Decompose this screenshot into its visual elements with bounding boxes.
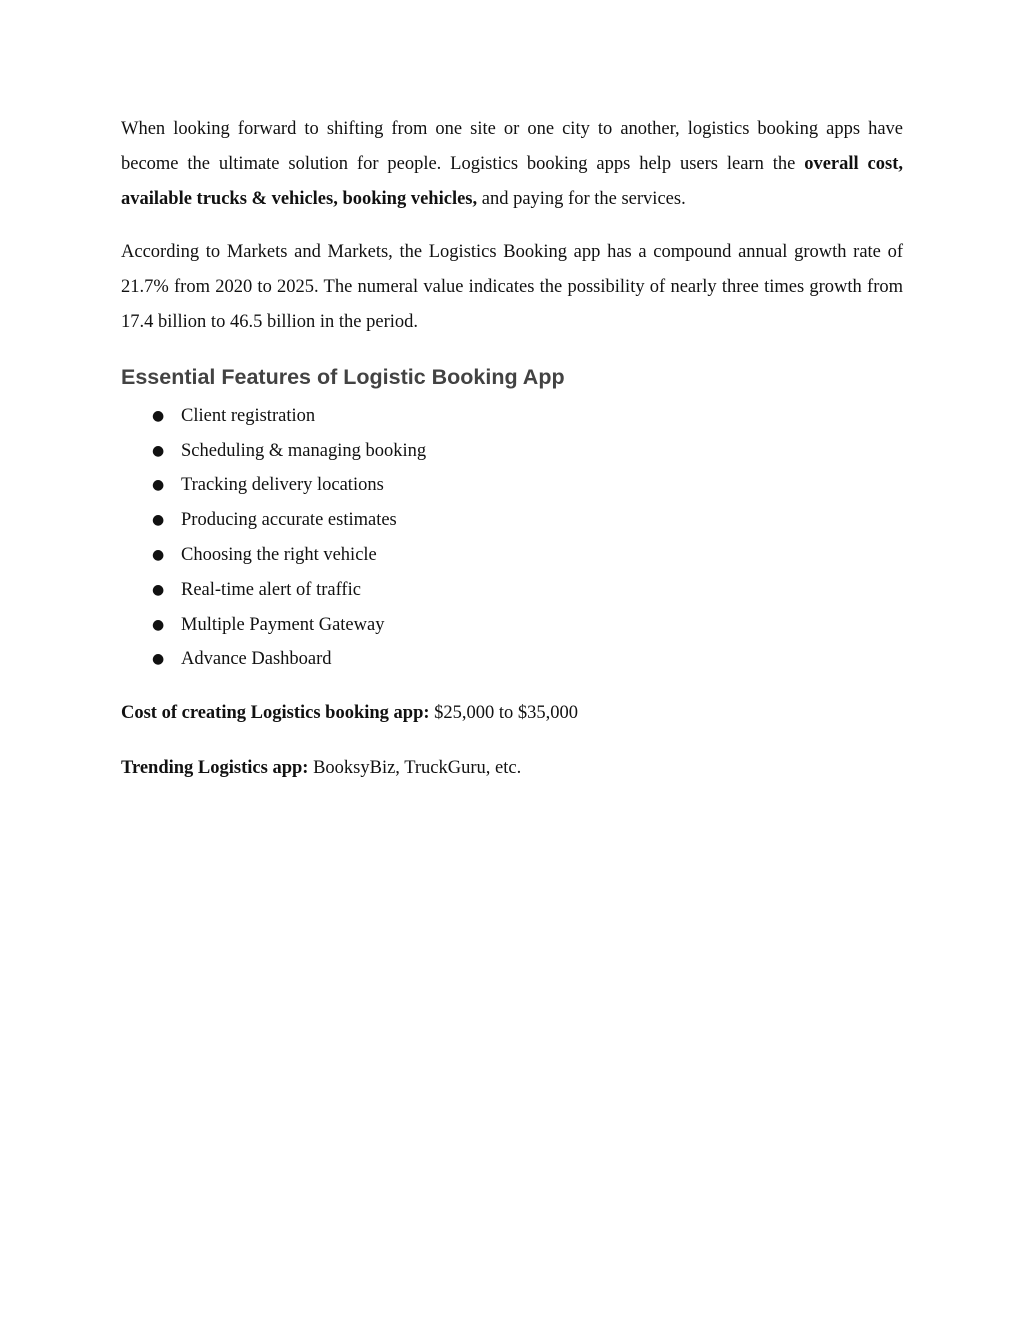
cost-label: Cost of creating Logistics booking app: — [121, 703, 430, 724]
intro-lead-text: When looking forward to shifting from one site or one city to another, logistics booking apps have become the ultimate solution for people. Logistics booking apps help users learn the — [121, 119, 903, 174]
list-item — [121, 399, 903, 434]
feature-label: Multiple Payment Gateway — [181, 614, 385, 635]
list-item — [121, 538, 903, 573]
bullet-icon: ● — [152, 651, 165, 668]
intro-paragraph — [121, 112, 903, 216]
feature-label: Choosing the right vehicle — [181, 544, 377, 565]
bullet-icon: ● — [152, 616, 165, 633]
bullet-icon: ● — [152, 512, 165, 529]
bullet-icon: ● — [152, 581, 165, 598]
cost-line — [121, 696, 903, 731]
trending-label: Trending Logistics app: — [121, 757, 309, 778]
trending-value: BooksyBiz, TruckGuru, etc. — [308, 757, 522, 778]
feature-label: Producing accurate estimates — [181, 510, 397, 531]
document-page — [121, 112, 903, 786]
trending-line — [121, 751, 903, 786]
bullet-icon: ● — [152, 477, 165, 494]
feature-label: Tracking delivery locations — [181, 475, 384, 496]
features-heading: Essential Features of Logistic Booking App — [121, 364, 565, 389]
bullet-icon: ● — [152, 407, 165, 424]
list-item — [121, 503, 903, 538]
bullet-icon: ● — [152, 442, 165, 459]
features-list — [121, 399, 903, 677]
feature-label: Scheduling & managing booking — [181, 440, 427, 461]
list-item — [121, 468, 903, 503]
cost-value: $25,000 to $35,000 — [429, 703, 579, 724]
growth-paragraph: According to Markets and Markets, the Logistics Booking app has a compound annual growth rate of 21.7% from 2020 to 2025. The numeral value indicates the possibility of nearly three times growth from 17.4 billion to 46.5 billion in the period. — [121, 242, 903, 332]
list-item — [121, 434, 903, 469]
intro-tail-text: and paying for the services. — [477, 188, 686, 209]
bullet-icon: ● — [152, 546, 165, 563]
feature-label: Client registration — [181, 405, 316, 426]
list-item — [121, 608, 903, 643]
feature-label: Advance Dashboard — [181, 649, 332, 670]
feature-label: Real-time alert of traffic — [181, 579, 361, 600]
intro-bold-text: overall cost, available trucks & vehicles, booking vehicles, — [121, 153, 904, 209]
list-item — [121, 573, 903, 608]
list-item — [121, 642, 903, 677]
